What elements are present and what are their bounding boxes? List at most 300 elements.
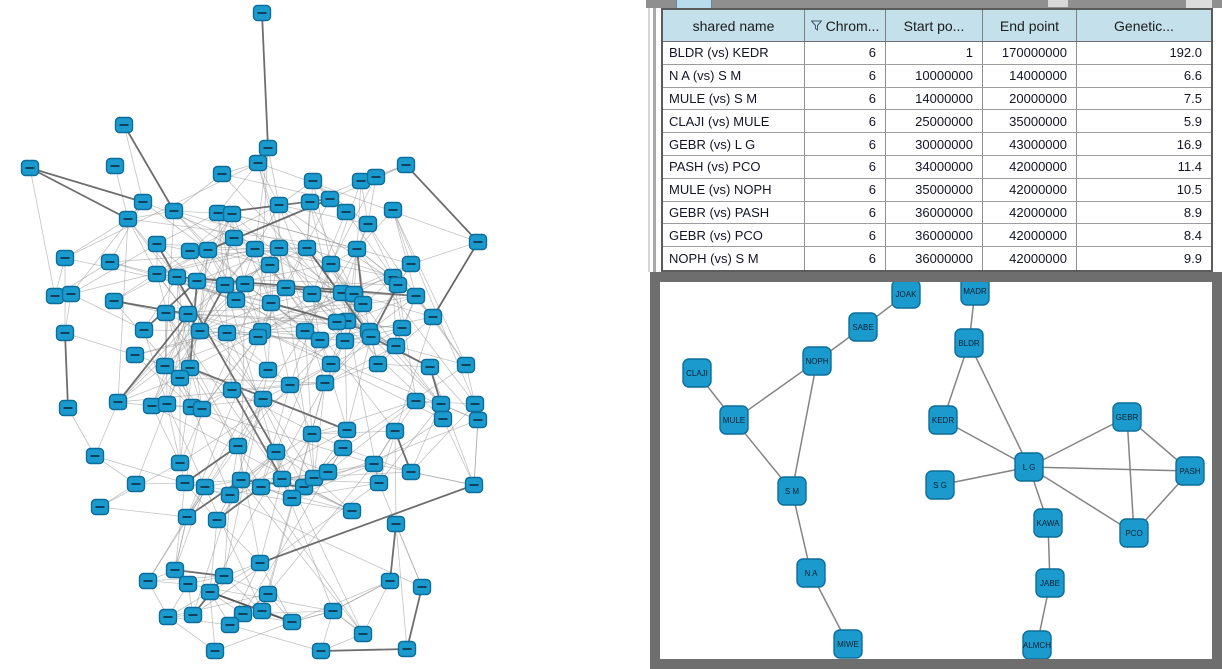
- network-node[interactable]: [422, 360, 439, 375]
- node-label-smudge: [398, 327, 407, 329]
- network-edge: [152, 406, 180, 463]
- table-cell[interactable]: 42000000: [983, 247, 1077, 270]
- network-node[interactable]: [370, 357, 387, 372]
- node-label-smudge: [176, 377, 185, 379]
- table-cell[interactable]: 14000000: [983, 65, 1077, 87]
- node-label-smudge: [226, 494, 235, 496]
- network-node[interactable]: [136, 323, 153, 338]
- network-node[interactable]: [200, 243, 217, 258]
- table-row[interactable]: [663, 65, 1211, 88]
- network-node[interactable]: [312, 333, 329, 348]
- table-cell[interactable]: 16.9: [1176, 136, 1202, 152]
- network-node[interactable]: [425, 310, 442, 325]
- table-tab-partial[interactable]: [676, 0, 712, 8]
- node-label-smudge: [170, 210, 179, 212]
- subnetwork-node-gebr[interactable]: [1113, 403, 1141, 431]
- node-label-smudge: [61, 257, 70, 259]
- network-node[interactable]: [271, 198, 288, 213]
- network-node[interactable]: [166, 204, 183, 219]
- node-label-smudge: [407, 263, 416, 265]
- table-row[interactable]: [663, 156, 1211, 179]
- table-header-row: [663, 10, 1211, 42]
- network-node[interactable]: [224, 207, 241, 222]
- network-node[interactable]: [390, 278, 407, 293]
- node-label-smudge: [439, 418, 448, 420]
- network-node[interactable]: [323, 357, 340, 372]
- network-node[interactable]: [323, 257, 340, 272]
- subnetwork-edge[interactable]: [969, 343, 1029, 467]
- network-node[interactable]: [387, 424, 404, 439]
- network-node[interactable]: [250, 156, 267, 171]
- subnetwork-node-s-g[interactable]: [926, 471, 954, 499]
- table-cell[interactable]: 36000000: [886, 224, 983, 246]
- subnetwork-node-joak[interactable]: [892, 282, 920, 308]
- table-cell[interactable]: 6: [805, 202, 886, 224]
- network-node[interactable]: [102, 255, 119, 270]
- network-node[interactable]: [222, 618, 239, 633]
- node-label-smudge: [359, 303, 368, 305]
- network-node[interactable]: [224, 383, 241, 398]
- subnetwork-node-bldr[interactable]: [955, 329, 983, 357]
- network-edge: [65, 333, 68, 408]
- table-cell[interactable]: 20000000: [983, 88, 1077, 110]
- network-node[interactable]: [284, 491, 301, 506]
- subnetwork-svg: [660, 282, 1212, 659]
- table-cell[interactable]: 30000000: [886, 133, 983, 155]
- node-label: KAWA: [1036, 518, 1060, 528]
- table-cell[interactable]: 8.9: [1183, 204, 1202, 220]
- node-label-smudge: [26, 167, 35, 169]
- network-node[interactable]: [230, 439, 247, 454]
- network-node[interactable]: [388, 339, 405, 354]
- node-label-smudge: [144, 580, 153, 582]
- table-cell[interactable]: BLDR (vs) KEDR: [663, 42, 805, 64]
- network-node[interactable]: [325, 604, 342, 619]
- node-label-smudge: [162, 312, 171, 314]
- node-label-smudge: [386, 580, 395, 582]
- subnetwork-node-kedr[interactable]: [929, 406, 957, 434]
- network-node[interactable]: [282, 378, 299, 393]
- node-label-smudge: [220, 575, 229, 577]
- network-node[interactable]: [135, 195, 152, 210]
- network-node[interactable]: [149, 237, 166, 252]
- column-header-genetic-[interactable]: [1077, 10, 1211, 41]
- network-node[interactable]: [271, 241, 288, 256]
- network-node[interactable]: [394, 321, 411, 336]
- table-cell[interactable]: 6.6: [1183, 68, 1202, 84]
- network-node[interactable]: [140, 574, 157, 589]
- table-cell[interactable]: 6: [805, 224, 886, 246]
- table-row[interactable]: [663, 42, 1211, 65]
- node-label-smudge: [114, 401, 123, 403]
- node-label-smudge: [259, 398, 268, 400]
- table-cell[interactable]: 5.9: [1183, 113, 1202, 129]
- network-node[interactable]: [22, 161, 39, 176]
- node-label-smudge: [264, 593, 273, 595]
- network-node[interactable]: [368, 170, 385, 185]
- table-cell[interactable]: GEBR (vs) PASH: [663, 202, 805, 224]
- network-node[interactable]: [222, 488, 239, 503]
- network-node[interactable]: [106, 294, 123, 309]
- node-label: CLAJI: [686, 368, 708, 378]
- network-edge: [136, 404, 167, 484]
- table-cell[interactable]: GEBR (vs) PCO: [663, 224, 805, 246]
- subnetwork-node-madr[interactable]: [961, 282, 989, 305]
- network-node[interactable]: [317, 376, 334, 391]
- network-node[interactable]: [237, 277, 254, 292]
- node-label-smudge: [258, 12, 267, 14]
- network-node[interactable]: [57, 326, 74, 341]
- node-label-smudge: [239, 613, 248, 615]
- column-header-label: Genetic...: [1114, 17, 1174, 34]
- node-label-smudge: [257, 486, 266, 488]
- network-node[interactable]: [254, 6, 271, 21]
- table-cell[interactable]: 6: [805, 110, 886, 132]
- table-cell[interactable]: NOPH (vs) S M: [663, 247, 805, 270]
- node-label-smudge: [392, 523, 401, 525]
- network-node[interactable]: [219, 326, 236, 341]
- node-label-smudge: [391, 430, 400, 432]
- subnetwork-node-pco[interactable]: [1120, 519, 1148, 547]
- table-cell[interactable]: 10000000: [886, 65, 983, 87]
- network-node[interactable]: [254, 604, 271, 619]
- network-node[interactable]: [458, 358, 475, 373]
- node-label-smudge: [389, 209, 398, 211]
- network-node[interactable]: [403, 257, 420, 272]
- network-node[interactable]: [344, 504, 361, 519]
- table-cell[interactable]: 8.4: [1183, 227, 1202, 243]
- network-node[interactable]: [207, 644, 224, 659]
- node-label: MIWE: [837, 639, 859, 649]
- network-node[interactable]: [470, 235, 487, 250]
- network-node[interactable]: [149, 267, 166, 282]
- network-node[interactable]: [284, 615, 301, 630]
- subnetwork-node-claji[interactable]: [683, 359, 711, 387]
- node-label: L G: [1022, 462, 1036, 472]
- table-cell[interactable]: 6: [805, 156, 886, 178]
- network-node[interactable]: [250, 330, 267, 345]
- node-label-smudge: [206, 591, 215, 593]
- node-label-smudge: [310, 477, 319, 479]
- node-label-smudge: [407, 471, 416, 473]
- network-node[interactable]: [260, 587, 277, 602]
- table-cell[interactable]: 36000000: [886, 202, 983, 224]
- table-cell[interactable]: 192.0: [1169, 45, 1202, 61]
- table-cell[interactable]: 35000000: [886, 179, 983, 201]
- node-label: BLDR: [958, 338, 980, 348]
- table-cell[interactable]: N A (vs) S M: [663, 65, 805, 87]
- network-node[interactable]: [335, 441, 352, 456]
- table-cell[interactable]: 6: [805, 133, 886, 155]
- network-node[interactable]: [185, 608, 202, 623]
- network-node[interactable]: [159, 397, 176, 412]
- node-label-smudge: [148, 405, 157, 407]
- network-node[interactable]: [371, 476, 388, 491]
- network-node[interactable]: [179, 510, 196, 525]
- subnetwork-node-n-a[interactable]: [797, 559, 825, 587]
- network-node[interactable]: [180, 307, 197, 322]
- network-node[interactable]: [408, 394, 425, 409]
- node-label: MADR: [963, 286, 987, 296]
- node-label-smudge: [357, 180, 366, 182]
- subnetwork-node-sabe[interactable]: [849, 313, 877, 341]
- network-node[interactable]: [116, 118, 133, 133]
- table-tab-partial[interactable]: [1048, 0, 1068, 7]
- network-node[interactable]: [260, 363, 277, 378]
- table-cell[interactable]: 42000000: [983, 179, 1077, 201]
- network-node[interactable]: [349, 242, 366, 257]
- table-cell[interactable]: 14000000: [886, 88, 983, 110]
- node-label-smudge: [348, 510, 357, 512]
- network-node[interactable]: [202, 585, 219, 600]
- table-cell[interactable]: 9.9: [1183, 251, 1202, 267]
- column-header-end-point[interactable]: [983, 10, 1077, 41]
- network-node[interactable]: [278, 281, 295, 296]
- table-cell[interactable]: 170000000: [983, 42, 1077, 64]
- table-cell[interactable]: PASH (vs) PCO: [663, 156, 805, 178]
- network-node[interactable]: [177, 476, 194, 491]
- subnetwork-node-noph[interactable]: [803, 347, 831, 375]
- node-label-smudge: [353, 248, 362, 250]
- table-cell[interactable]: 43000000: [983, 133, 1077, 155]
- subnetwork-node-s-m[interactable]: [778, 477, 806, 505]
- network-edge: [374, 419, 443, 464]
- table-cell[interactable]: MULE (vs) NOPH: [663, 179, 805, 201]
- subnetwork-node-pash[interactable]: [1176, 457, 1204, 485]
- network-node[interactable]: [107, 159, 124, 174]
- subnetwork-edge[interactable]: [1127, 417, 1134, 533]
- network-node[interactable]: [160, 610, 177, 625]
- node-label-smudge: [214, 212, 223, 214]
- network-node[interactable]: [403, 465, 420, 480]
- table-cell[interactable]: 6: [805, 179, 886, 201]
- node-label-smudge: [211, 650, 220, 652]
- network-node[interactable]: [305, 174, 322, 189]
- table-cell[interactable]: 1: [886, 42, 983, 64]
- network-node[interactable]: [467, 397, 484, 412]
- network-edge: [396, 524, 422, 587]
- network-node[interactable]: [263, 296, 280, 311]
- network-node[interactable]: [366, 457, 383, 472]
- network-node[interactable]: [268, 445, 285, 460]
- network-node[interactable]: [120, 212, 137, 227]
- table-cell[interactable]: 6: [805, 247, 886, 270]
- table-cell[interactable]: 42000000: [983, 156, 1077, 178]
- network-node[interactable]: [255, 392, 272, 407]
- network-node[interactable]: [253, 480, 270, 495]
- network-node[interactable]: [216, 569, 233, 584]
- subnetwork-node-kawa[interactable]: [1034, 509, 1062, 537]
- network-edge: [474, 420, 478, 485]
- network-node[interactable]: [399, 642, 416, 657]
- network-node[interactable]: [192, 324, 209, 339]
- network-node[interactable]: [355, 627, 372, 642]
- table-row[interactable]: [663, 179, 1211, 202]
- network-node[interactable]: [92, 500, 109, 515]
- network-node[interactable]: [262, 258, 279, 273]
- subnetwork-edge[interactable]: [1029, 467, 1190, 471]
- node-label-smudge: [367, 336, 376, 338]
- table-cell[interactable]: 25000000: [886, 110, 983, 132]
- node-label-smudge: [241, 283, 250, 285]
- network-node[interactable]: [182, 244, 199, 259]
- subnetwork-panel[interactable]: [650, 272, 1222, 669]
- network-node[interactable]: [385, 203, 402, 218]
- node-label-smudge: [161, 365, 170, 367]
- node-label-smudge: [374, 363, 383, 365]
- network-node[interactable]: [322, 192, 339, 207]
- table-row[interactable]: [663, 224, 1211, 247]
- node-label-smudge: [254, 162, 263, 164]
- network-node[interactable]: [320, 465, 337, 480]
- network-edge: [443, 419, 474, 485]
- network-node[interactable]: [435, 412, 452, 427]
- node-label-smudge: [392, 345, 401, 347]
- network-node[interactable]: [157, 359, 174, 374]
- subnetwork-node-almch[interactable]: [1023, 631, 1051, 659]
- divider-line: [648, 0, 650, 272]
- subnetwork-node-jabe[interactable]: [1036, 569, 1064, 597]
- network-node[interactable]: [110, 395, 127, 410]
- table-cell[interactable]: 35000000: [983, 110, 1077, 132]
- network-edge: [345, 341, 347, 430]
- network-node[interactable]: [470, 413, 487, 428]
- network-edge: [124, 125, 143, 202]
- network-node[interactable]: [304, 287, 321, 302]
- network-node[interactable]: [408, 289, 425, 304]
- subnetwork-node-l-g[interactable]: [1015, 453, 1043, 481]
- table-cell[interactable]: 6: [805, 65, 886, 87]
- network-node[interactable]: [57, 251, 74, 266]
- node-label-smudge: [327, 263, 336, 265]
- network-node[interactable]: [299, 241, 316, 256]
- node-label-smudge: [140, 329, 149, 331]
- network-node[interactable]: [167, 563, 184, 578]
- column-header-start-po-[interactable]: [886, 10, 983, 41]
- table-cell[interactable]: 10.5: [1176, 182, 1202, 198]
- network-edge: [321, 649, 407, 651]
- table-cell[interactable]: 42000000: [983, 224, 1077, 246]
- network-edge: [118, 219, 128, 402]
- table-cell[interactable]: 7.5: [1183, 90, 1202, 106]
- network-node[interactable]: [304, 427, 321, 442]
- network-node[interactable]: [388, 517, 405, 532]
- network-node[interactable]: [47, 289, 64, 304]
- network-node[interactable]: [398, 158, 415, 173]
- network-node[interactable]: [60, 401, 77, 416]
- table-cell[interactable]: 34000000: [886, 156, 983, 178]
- filter-funnel-icon[interactable]: [811, 20, 822, 31]
- node-label-smudge: [106, 261, 115, 263]
- network-node[interactable]: [158, 306, 175, 321]
- node-label-smudge: [471, 403, 480, 405]
- node-label-smudge: [462, 364, 471, 366]
- network-node[interactable]: [339, 423, 356, 438]
- table-row[interactable]: [663, 88, 1211, 111]
- network-node[interactable]: [172, 456, 189, 471]
- node-label-smudge: [327, 363, 336, 365]
- node-label-smudge: [321, 382, 330, 384]
- network-node[interactable]: [228, 293, 245, 308]
- network-node[interactable]: [274, 472, 291, 487]
- network-node[interactable]: [433, 397, 450, 412]
- network-node[interactable]: [302, 195, 319, 210]
- table-row[interactable]: [663, 247, 1211, 270]
- node-label: SABE: [852, 322, 874, 332]
- network-node[interactable]: [313, 644, 330, 659]
- network-edge: [390, 524, 396, 581]
- node-label-smudge: [372, 176, 381, 178]
- table-cell[interactable]: CLAJI (vs) MULE: [663, 110, 805, 132]
- node-label-smudge: [221, 284, 230, 286]
- network-node[interactable]: [180, 577, 197, 592]
- node-label-smudge: [286, 384, 295, 386]
- network-node[interactable]: [329, 315, 346, 330]
- table-row[interactable]: [663, 202, 1211, 225]
- network-node[interactable]: [214, 167, 231, 182]
- node-label-smudge: [132, 483, 141, 485]
- network-node[interactable]: [87, 449, 104, 464]
- table-cell[interactable]: 11.4: [1177, 159, 1202, 175]
- network-node[interactable]: [252, 556, 269, 571]
- network-node[interactable]: [217, 278, 234, 293]
- network-node[interactable]: [360, 217, 377, 232]
- table-cell[interactable]: 36000000: [886, 247, 983, 270]
- subnetwork-node-mule[interactable]: [720, 406, 748, 434]
- network-node[interactable]: [127, 348, 144, 363]
- network-node[interactable]: [355, 297, 372, 312]
- network-node[interactable]: [189, 274, 206, 289]
- table-cell[interactable]: 6: [805, 42, 886, 64]
- network-node[interactable]: [247, 242, 264, 257]
- network-node[interactable]: [128, 477, 145, 492]
- network-node[interactable]: [197, 480, 214, 495]
- network-node[interactable]: [233, 473, 250, 488]
- node-label-smudge: [394, 284, 403, 286]
- table-row[interactable]: [663, 133, 1211, 156]
- subnetwork-edge[interactable]: [792, 361, 817, 491]
- network-node[interactable]: [363, 330, 380, 345]
- network-node[interactable]: [466, 478, 483, 493]
- subnetwork-node-miwe[interactable]: [834, 630, 862, 658]
- column-header-label: Start po...: [903, 17, 965, 34]
- node-label-smudge: [301, 330, 310, 332]
- network-edge: [65, 219, 128, 258]
- network-node[interactable]: [194, 402, 211, 417]
- node-label-smudge: [67, 293, 76, 295]
- network-node[interactable]: [172, 371, 189, 386]
- network-node[interactable]: [209, 513, 226, 528]
- table-cell[interactable]: 42000000: [983, 202, 1077, 224]
- column-header-shared-name[interactable]: [663, 10, 805, 41]
- network-node[interactable]: [414, 580, 431, 595]
- column-header-chrom-[interactable]: [805, 10, 886, 41]
- table-cell[interactable]: GEBR (vs) L G: [663, 133, 805, 155]
- node-label-smudge: [426, 366, 435, 368]
- network-node[interactable]: [382, 574, 399, 589]
- node-label-smudge: [403, 648, 412, 650]
- network-node[interactable]: [337, 334, 354, 349]
- edge-attribute-table: [661, 8, 1213, 272]
- network-node[interactable]: [260, 141, 277, 156]
- network-node[interactable]: [63, 287, 80, 302]
- table-cell[interactable]: 6: [805, 88, 886, 110]
- network-node[interactable]: [226, 231, 243, 246]
- table-row[interactable]: [663, 110, 1211, 133]
- network-node[interactable]: [338, 205, 355, 220]
- network-node[interactable]: [169, 270, 186, 285]
- table-cell[interactable]: MULE (vs) S M: [663, 88, 805, 110]
